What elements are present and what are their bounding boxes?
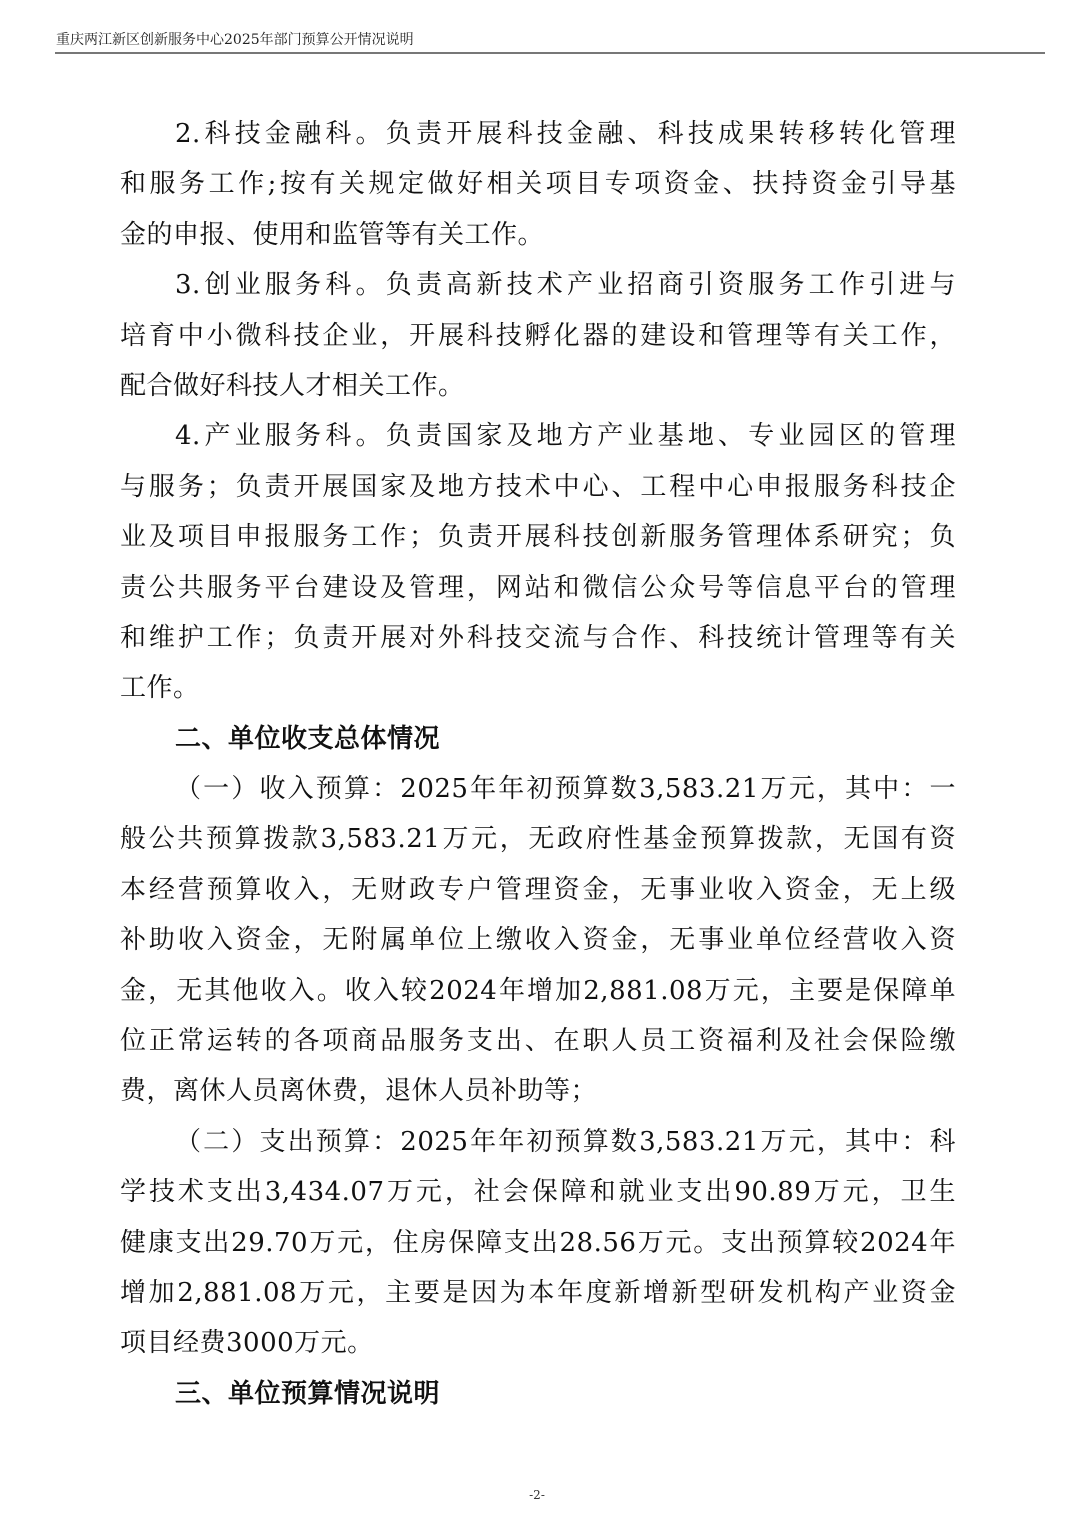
paragraph-line: 补助收入资金，无附属单位上缴收入资金，无事业单位经营收入资 (120, 925, 956, 956)
header-divider (55, 52, 1045, 54)
paragraph-line: 健康支出29.70万元，住房保障支出28.56万元。支出预算较2024年 (120, 1227, 956, 1258)
paragraph-line: 3.创业服务科。负责高新技术产业招商引资服务工作引进与 (175, 270, 956, 301)
paragraph-line: 费，离休人员离休费，退休人员补助等； (120, 1076, 598, 1107)
running-header: 重庆两江新区创新服务中心2025年部门预算公开情况说明 (56, 32, 414, 48)
page-number: -2- (529, 1488, 545, 1502)
paragraph-line: 般公共预算拨款3,583.21万元，无政府性基金预算拨款，无国有资 (120, 824, 956, 855)
paragraph-line: 工作。 (120, 673, 200, 704)
paragraph-line: 与服务；负责开展国家及地方技术中心、工程中心申报服务科技企 (120, 471, 956, 502)
paragraph-line: 2.科技金融科。负责开展科技金融、科技成果转移转化管理 (175, 119, 956, 149)
paragraph-line: 和维护工作；负责开展对外科技交流与合作、科技统计管理等有关 (120, 622, 956, 653)
paragraph-line: （二）支出预算：2025年年初预算数3,583.21万元，其中：科 (175, 1126, 956, 1157)
paragraph-line: （一）收入预算：2025年年初预算数3,583.21万元，其中：一 (175, 774, 956, 805)
paragraph-line: 配合做好科技人才相关工作。 (120, 370, 465, 401)
paragraph-line: 4.产业服务科。负责国家及地方产业基地、专业园区的管理 (175, 421, 956, 452)
paragraph-line: 培育中小微科技企业，开展科技孵化器的建设和管理等有关工作， (120, 320, 956, 351)
paragraph-line: 项目经费3000万元。 (120, 1328, 374, 1359)
paragraph-line: 本经营预算收入，无财政专户管理资金，无事业收入资金，无上级 (120, 874, 956, 905)
paragraph-line: 增加2,881.08万元，主要是因为本年度新增新型研发机构产业资金 (120, 1277, 956, 1308)
section-heading: 二、单位收支总体情况 (175, 723, 441, 754)
paragraph-line: 位正常运转的各项商品服务支出、在职人员工资福利及社会保险缴 (120, 1026, 956, 1057)
paragraph-line: 责公共服务平台建设及管理，网站和微信公众号等信息平台的管理 (120, 572, 956, 603)
paragraph-line: 和服务工作;按有关规定做好相关项目专项资金、扶持资金引导基 (120, 169, 956, 200)
paragraph-line: 学技术支出3,434.07万元，社会保障和就业支出90.89万元，卫生 (120, 1177, 956, 1208)
paragraph-line: 业及项目申报服务工作；负责开展科技创新服务管理体系研究；负 (120, 522, 956, 553)
paragraph-line: 金的申报、使用和监管等有关工作。 (120, 219, 545, 250)
paragraph-line: 金，无其他收入。收入较2024年增加2,881.08万元，主要是保障单 (120, 975, 956, 1006)
document-body (120, 114, 956, 1424)
section-heading: 三、单位预算情况说明 (175, 1378, 441, 1409)
